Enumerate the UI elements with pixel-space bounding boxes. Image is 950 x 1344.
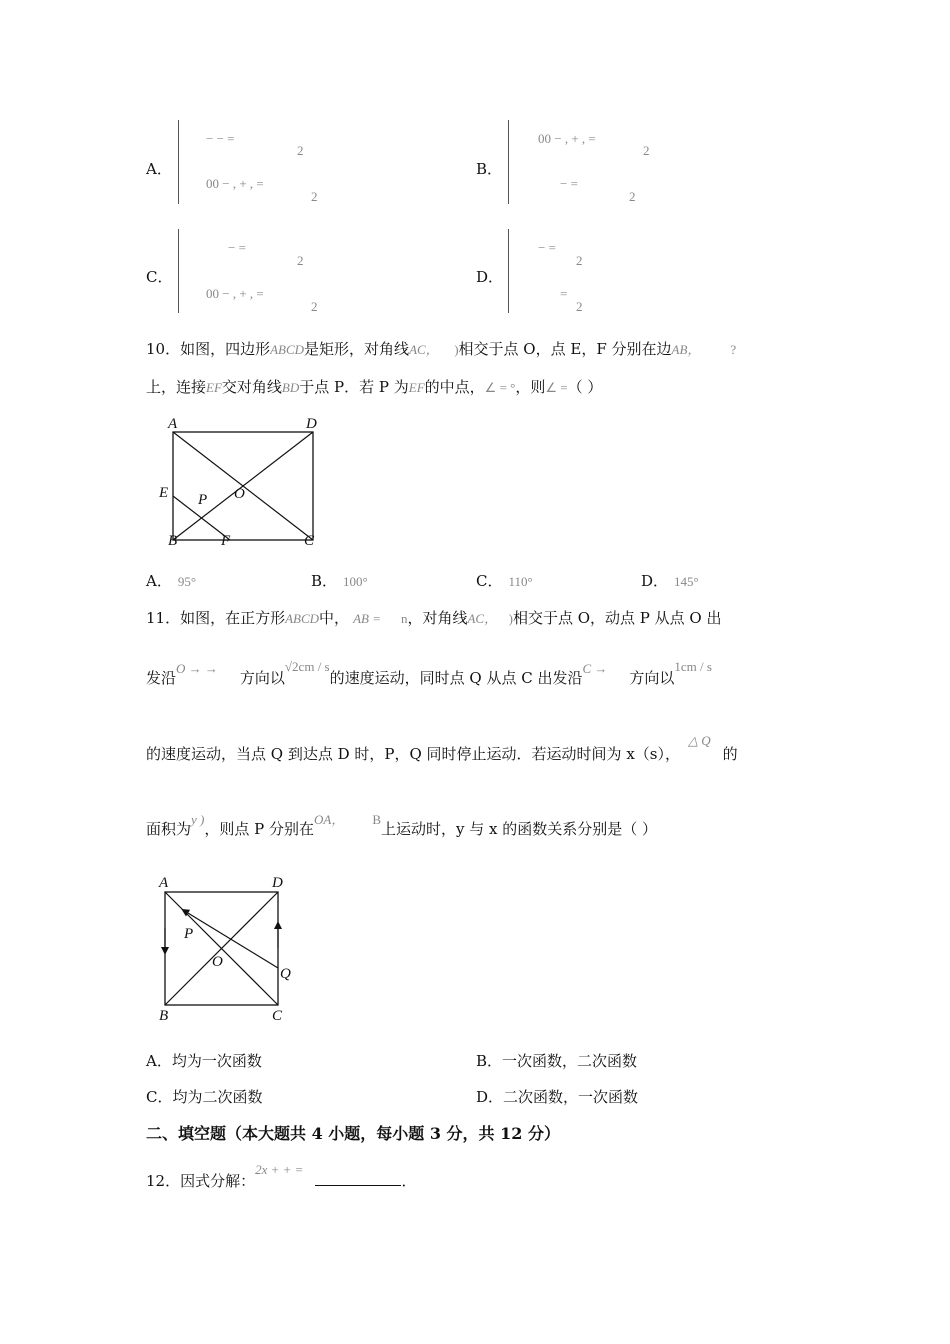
math: ) xyxy=(454,342,459,357)
text: 10．如图，四边形 xyxy=(146,340,271,358)
text: ． xyxy=(401,1172,417,1190)
option-label: D． xyxy=(476,1088,504,1106)
label-p: P xyxy=(184,926,194,942)
option-d xyxy=(476,1086,638,1107)
math: BD xyxy=(281,380,300,395)
section-heading: 二、填空题（本大题共 4 小题，每小题 3 分，共 12 分） xyxy=(146,1124,560,1143)
option-label: C． xyxy=(146,1088,173,1106)
option-text: 均为一次函数 xyxy=(171,1052,262,1070)
option-c xyxy=(146,1086,263,1107)
label-d: D xyxy=(272,875,283,891)
math: ∠ = xyxy=(545,380,568,395)
equation-row-1: − = xyxy=(538,240,556,255)
text: 相交于点 O，点 E，F 分别在边 xyxy=(458,340,672,358)
text: 的速度运动，当点 Q 到达点 D 时，P，Q 同时停止运动．若运动时间为 x（s）， xyxy=(146,745,680,763)
text: 交对角线 xyxy=(221,378,282,396)
math: AC， xyxy=(409,342,433,357)
denominator: 2 xyxy=(629,189,636,204)
label-a: A xyxy=(159,875,169,891)
option-label: D． xyxy=(641,572,669,590)
text: 的 xyxy=(722,745,738,763)
denominator: 2 xyxy=(311,299,318,314)
brace xyxy=(508,229,509,313)
option-d xyxy=(641,570,699,591)
brace xyxy=(178,120,179,204)
equation-row-1: 00 − , + , = xyxy=(538,131,596,146)
math: C → xyxy=(582,661,608,676)
option-label: A． xyxy=(146,160,172,178)
text: 上运动时，y 与 x 的函数关系分别是（ ） xyxy=(381,820,658,838)
option-text: 二次函数，一次函数 xyxy=(503,1088,639,1106)
equation-row-2: 00 − , + , = xyxy=(206,176,264,191)
label-c: C xyxy=(304,533,315,549)
option-value: 95° xyxy=(177,574,197,589)
text: 11．如图，在正方形 xyxy=(146,609,286,627)
q10-figure xyxy=(150,410,340,555)
math: B xyxy=(372,812,382,827)
math: △ Q xyxy=(687,733,711,748)
label-q: Q xyxy=(280,966,291,982)
q10-line-2 xyxy=(146,376,602,397)
text: ，则点 P 分别在 xyxy=(204,820,315,838)
text: 方向以 xyxy=(239,669,285,687)
math: 2x + + = xyxy=(255,1162,304,1177)
math: OA， xyxy=(314,812,345,827)
option-a xyxy=(146,1050,262,1071)
math: ? xyxy=(730,342,737,357)
q12-line xyxy=(146,1162,417,1191)
q10-line-1 xyxy=(146,338,736,359)
math: ABCD xyxy=(285,611,320,626)
q11-line-4 xyxy=(146,812,658,839)
text: 面积为 xyxy=(146,820,192,838)
brace xyxy=(508,120,509,204)
equation-row-2: − = xyxy=(560,176,578,191)
label-e: E xyxy=(159,485,169,501)
math: AC， xyxy=(467,611,491,626)
math: y ) xyxy=(191,812,205,827)
label-d: D xyxy=(306,416,317,432)
label-p: P xyxy=(198,492,208,508)
text: 的速度运动，同时点 Q 从点 C 出发沿 xyxy=(329,669,583,687)
math: AB = xyxy=(353,611,381,626)
option-label: A． xyxy=(146,572,172,590)
q11-figure xyxy=(148,868,308,1028)
q11-line-1 xyxy=(146,607,721,628)
math: AB， xyxy=(671,342,701,357)
math: ABCD xyxy=(270,342,305,357)
answer-blank[interactable] xyxy=(315,1171,401,1186)
option-text: 一次函数，二次函数 xyxy=(502,1052,638,1070)
option-b xyxy=(476,1050,637,1071)
text: 是矩形，对角线 xyxy=(304,340,410,358)
math: ) xyxy=(508,611,513,626)
segment-pq xyxy=(183,910,278,968)
option-label: A． xyxy=(146,1052,172,1070)
text: 发沿 xyxy=(146,669,177,687)
q11-line-3 xyxy=(146,733,738,764)
denominator: 2 xyxy=(576,299,583,314)
label-b: B xyxy=(159,1008,169,1024)
denominator: 2 xyxy=(297,253,304,268)
denominator: 2 xyxy=(576,253,583,268)
option-label: B． xyxy=(311,572,338,590)
label-c: C xyxy=(272,1008,283,1024)
text: （ ） xyxy=(567,378,603,396)
q11-line-2 xyxy=(146,659,712,688)
option-label: B． xyxy=(476,1052,503,1070)
equation-row-1: − = xyxy=(228,240,246,255)
denominator: 2 xyxy=(643,143,650,158)
text: 12．因式分解： xyxy=(146,1172,256,1190)
option-label: C． xyxy=(146,268,173,286)
equation-row-2: = xyxy=(560,286,568,301)
option-value: 100° xyxy=(343,574,368,589)
option-value: 110° xyxy=(508,574,533,589)
math: O → → xyxy=(176,661,218,676)
option-value: 145° xyxy=(674,574,699,589)
math: EF xyxy=(408,380,425,395)
option-label: B． xyxy=(476,160,503,178)
label-b: B xyxy=(168,533,178,549)
text: 于点 P．若 P 为 xyxy=(299,378,409,396)
label-o: O xyxy=(212,954,223,970)
math: EF xyxy=(206,380,222,395)
option-label: D． xyxy=(476,268,504,286)
text: ，对角线 xyxy=(407,609,468,627)
option-text: 均为二次函数 xyxy=(172,1088,263,1106)
label-o: O xyxy=(234,486,245,502)
text: 的中点， xyxy=(424,378,485,396)
denominator: 2 xyxy=(311,189,318,204)
math: 1cm / s xyxy=(674,659,712,674)
text: 上，连接 xyxy=(146,378,207,396)
equation-row-1: − − = xyxy=(206,131,235,146)
brace xyxy=(178,229,179,313)
label-a: A xyxy=(168,416,178,432)
text: ，则 xyxy=(515,378,546,396)
option-c xyxy=(476,570,533,591)
math: ∠ = ° xyxy=(484,380,516,395)
text: 相交于点 O，动点 P 从点 O 出 xyxy=(512,609,722,627)
label-f: F xyxy=(221,533,231,549)
text: 中， xyxy=(319,609,350,627)
math: √2cm / s xyxy=(284,659,330,674)
option-b xyxy=(311,570,368,591)
math: n xyxy=(400,611,408,626)
equation-row-2: 00 − , + , = xyxy=(206,286,264,301)
denominator: 2 xyxy=(297,143,304,158)
option-label: C． xyxy=(476,572,503,590)
text: 方向以 xyxy=(629,669,675,687)
option-a xyxy=(146,570,196,591)
